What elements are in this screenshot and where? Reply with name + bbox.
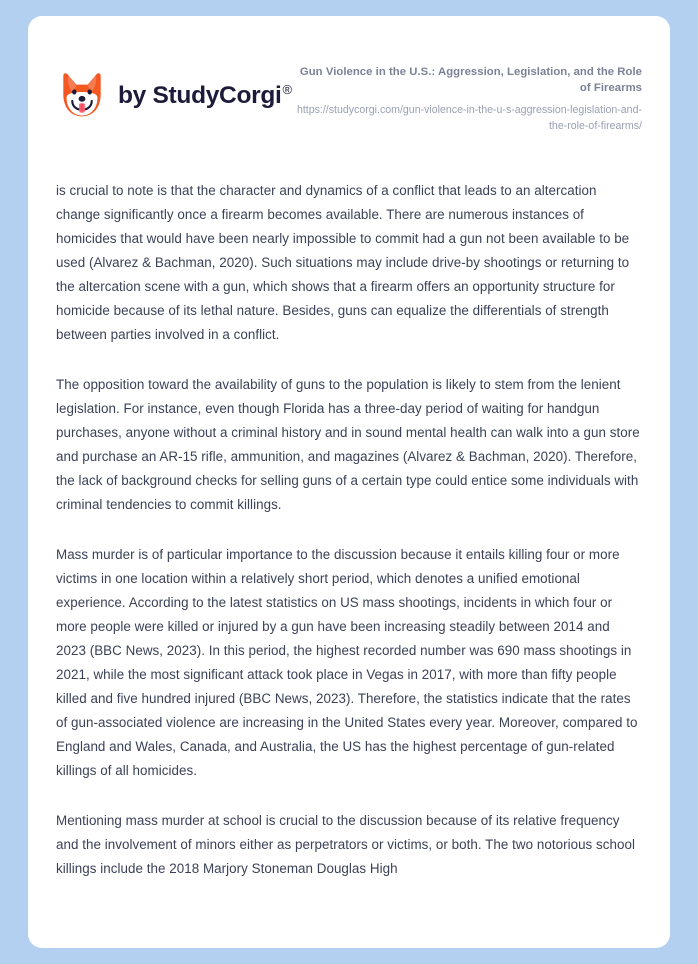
- body-paragraph: The opposition toward the availability of guns to the population is likely to stem from the lenient legislation. For instance, even though Florida has a three-day period of waiting for handgun purchases, anyone without a criminal history and in sound mental health can walk into a gun store and purchase an AR-15 rifle, ammunition, and magazines (Alvarez & Bachman, 2020). Therefore, the lack of background checks for selling guns of a certain type could entice some individuals with criminal tendencies to commit killings.: [56, 376, 640, 512]
- body-paragraph: is crucial to note is that the character and dynamics of a conflict that leads to an altercation change significantly once a firearm becomes available. There are numerous instances of homicides that would have been nearly impossible to commit had a gun not been available to be used (Alvarez & Bachman, 2020). Such situations may include drive-by shootings or returning to the altercation scene with a gun, which shows that a firearm offers an opportunity structure for homicide because of its lethal nature. Besides, guns can equalize the differentials of strength between parties involved in a conflict.: [56, 182, 630, 342]
- document-url[interactable]: https://studycorgi.com/gun-violence-in-the-u-s-aggression-legislation-and-the-role-of-firearms/: [296, 103, 642, 132]
- brand-logo-block[interactable]: [56, 62, 292, 122]
- document-page: [28, 16, 670, 948]
- registered-trademark-icon: ®: [282, 81, 292, 97]
- document-header: [28, 16, 670, 135]
- brand-name: [118, 82, 292, 110]
- body-paragraph: Mentioning mass murder at school is crucial to the discussion because of its relative frequency and the involvement of minors either as perpetrators or victims, or both. The two notorious school killings include the 2018 Marjory Stoneman Douglas High: [56, 812, 636, 876]
- document-body: [28, 179, 670, 881]
- body-paragraph: Mass murder is of particular importance to the discussion because it entails killing four or more victims in one location within a relatively short period, which denotes a unified emotional experience. According to the latest statistics on US mass shootings, incidents in which four or more people were killed or injured by a gun have been increasing steadily between 2014 and 2023 (BBC News, 2023). In this period, the highest recorded number was 690 mass shootings in 2021, while the most significant attack took place in Vegas in 2017, with more than fifty people killed and five hundred injured (BBC News, 2023). Therefore, the statistics indicate that the rates of gun-associated violence are increasing in the United States every year. Moreover, compared to England and Wales, Canada, and Australia, the US has the highest percentage of gun-related killings of all homicides.: [56, 546, 638, 778]
- brand-name-text: by StudyCorgi: [118, 82, 282, 110]
- document-title: Gun Violence in the U.S.: Aggression, Legislation, and the Role of Firearms: [299, 66, 642, 95]
- corgi-head-icon: [56, 70, 108, 122]
- document-meta: [292, 62, 642, 135]
